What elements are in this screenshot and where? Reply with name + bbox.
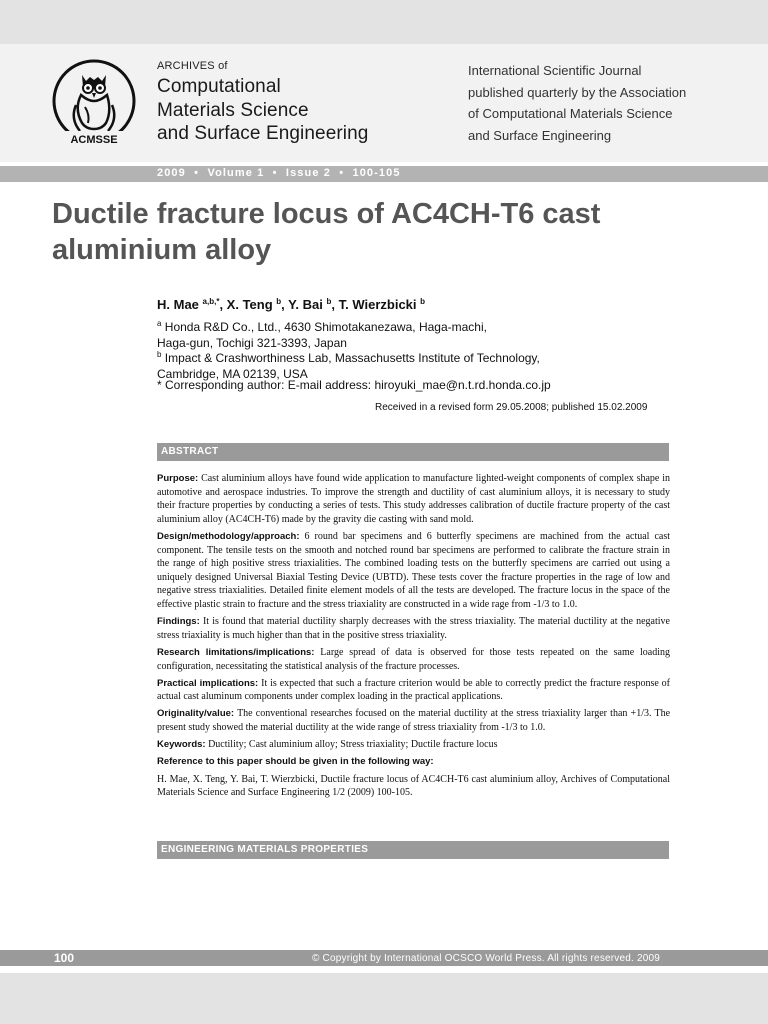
design-label: Design/methodology/approach: — [157, 530, 300, 542]
section-heading: ENGINEERING MATERIALS PROPERTIES — [157, 841, 669, 859]
copyright-notice: © Copyright by International OCSCO World Press. All rights reserved. 2009 — [312, 953, 661, 964]
affiliation-mark: b — [157, 350, 162, 359]
limitations-label: Research limitations/implications: — [157, 646, 315, 658]
journal-description-line: and Surface Engineering — [468, 128, 612, 144]
issue-line: 2009 • Volume 1 • Issue 2 • 100-105 — [157, 167, 401, 179]
abstract-originality — [157, 707, 670, 734]
abstract-design — [157, 530, 670, 612]
keywords-label: Keywords: — [157, 739, 206, 751]
findings-label: Findings: — [157, 616, 200, 628]
author-name: Y. Bai — [288, 297, 323, 312]
abstract-heading: ABSTRACT — [157, 443, 669, 461]
limitations-text: Large spread of data is observed for those tests repeated on the same loading configuration, necessitating the statistical analysis of the fracture processes. — [157, 646, 670, 672]
originality-text: The conventional researches focused on the material ductility at the stress triaxiality larger than +1/3. The present study showed the material ductility at the wide range of stress triaxiality from -1/3 to 1.0. — [157, 708, 671, 734]
practical-label: Practical implications: — [157, 677, 259, 689]
abstract-findings — [157, 615, 670, 642]
affiliation-line: Cambridge, MA 02139, USA — [157, 367, 308, 381]
reference-text: H. Mae, X. Teng, Y. Bai, T. Wierzbicki, Ductile fracture locus of AC4CH-T6 cast aluminium alloy, Archives of Computational Materials Science and Surface Engineering 1/2 (2009) 100-105. — [157, 773, 670, 799]
author-affiliation-mark: a,b,* — [202, 297, 220, 306]
acmsse-owl-logo — [52, 57, 136, 149]
findings-text: It is found that material ductility sharply decreases with the stress triaxiality. The material ductility at the negative stress triaxiality is much higher than that in the positive stress triaxiality. — [157, 616, 670, 641]
received-date: Received in a revised form 29.05.2008; published 15.02.2009 — [375, 402, 648, 413]
abstract-reference-label — [157, 755, 670, 769]
affiliation-line: Haga-gun, Tochigi 321-3393, Japan — [157, 336, 347, 350]
abstract-purpose — [157, 472, 670, 526]
journal-title-line: Computational — [157, 76, 281, 97]
author-list — [157, 297, 425, 312]
abstract-practical — [157, 677, 670, 704]
author-name: T. Wierzbicki — [338, 297, 417, 312]
design-text: 6 round bar specimens and 6 butterfly specimens are machined from the actual cast component. The tensile tests on the smooth and notched round bar specimens are performed to calibrate the fracture strain in the range of high positive stress triaxialities. The combined loading tests on the butterfly specimens are carried out using a uniquely designed Universal Biaxial Testing Device (UBTD). These tests cover the fracture properties in the rage of low and negative stress triaxialities. Detailed finite element models of all the tests are developed. The fracture locus in the space of the effective plastic strain to fracture and the stress triaxiality are constructed in a wide rage from -1/3 to 1.0. — [157, 530, 671, 610]
affiliation-line: Honda R&D Co., Ltd., 4630 Shimotakanezawa, Haga-machi, — [164, 320, 487, 334]
paper-title-line: Ductile fracture locus of AC4CH-T6 cast — [52, 198, 601, 230]
corresponding-author: * Corresponding author: E-mail address: hiroyuki_mae@n.t.rd.honda.co.jp — [157, 378, 551, 392]
author-separator: , — [281, 297, 289, 312]
paper-title-line: aluminium alloy — [52, 234, 272, 266]
abstract-body — [157, 472, 670, 803]
purpose-label: Purpose: — [157, 473, 199, 484]
abstract-limitations — [157, 646, 670, 673]
journal-title-line: Materials Science — [157, 99, 309, 121]
paper-title — [52, 196, 712, 268]
purpose-text: Cast aluminium alloys have found wide application to manufacture lighted-weight components of complex shape in automotive and aerospace industries. To improve the strength and ductility of cast aluminium alloys, it is necessary to study their fracture properties by conducting a series of tests. This study addresses calibration of ductile fracture property of the cast aluminium alloy (AC4CH-T6) made by the gravity die casting with sand mold. — [157, 473, 670, 525]
abstract-reference — [157, 773, 670, 800]
author-affiliation-mark: b — [276, 297, 282, 306]
author-affiliation-mark: b — [420, 297, 426, 306]
author-name: X. Teng — [226, 297, 273, 312]
author-separator: , — [331, 297, 339, 312]
journal-title — [157, 75, 368, 146]
originality-label: Originality/value: — [157, 708, 235, 720]
author-name: H. Mae — [157, 297, 199, 312]
journal-description-line: published quarterly by the Association — [468, 84, 687, 100]
archives-of-label: ARCHIVES of — [157, 60, 228, 72]
keywords-text: Ductility; Cast aluminium alloy; Stress triaxiality; Ductile fracture locus — [208, 739, 498, 751]
abstract-keywords — [157, 738, 670, 752]
affiliation-line: Impact & Crashworthiness Lab, Massachusetts Institute of Technology, — [164, 351, 540, 365]
page-number: 100 — [54, 951, 75, 965]
top-margin-band — [0, 0, 768, 44]
affiliation-a — [157, 316, 677, 351]
affiliation-mark: a — [157, 319, 162, 328]
practical-text: It is expected that such a fracture criterion would be able to correctly predict the fracture response of actual cast aluminum components under complex loading in the practical applications. — [157, 677, 671, 703]
bottom-margin-band — [0, 973, 768, 1024]
author-separator: , — [219, 297, 227, 312]
author-affiliation-mark: b — [326, 297, 332, 306]
logo-text: ACMSSE — [70, 134, 118, 146]
journal-description-line: of Computational Materials Science — [468, 106, 673, 122]
journal-title-line: and Surface Engineering — [157, 123, 369, 144]
journal-description — [468, 60, 686, 147]
reference-label: Reference to this paper should be given in the following way: — [157, 756, 434, 768]
journal-description-line: International Scientific Journal — [468, 63, 642, 78]
